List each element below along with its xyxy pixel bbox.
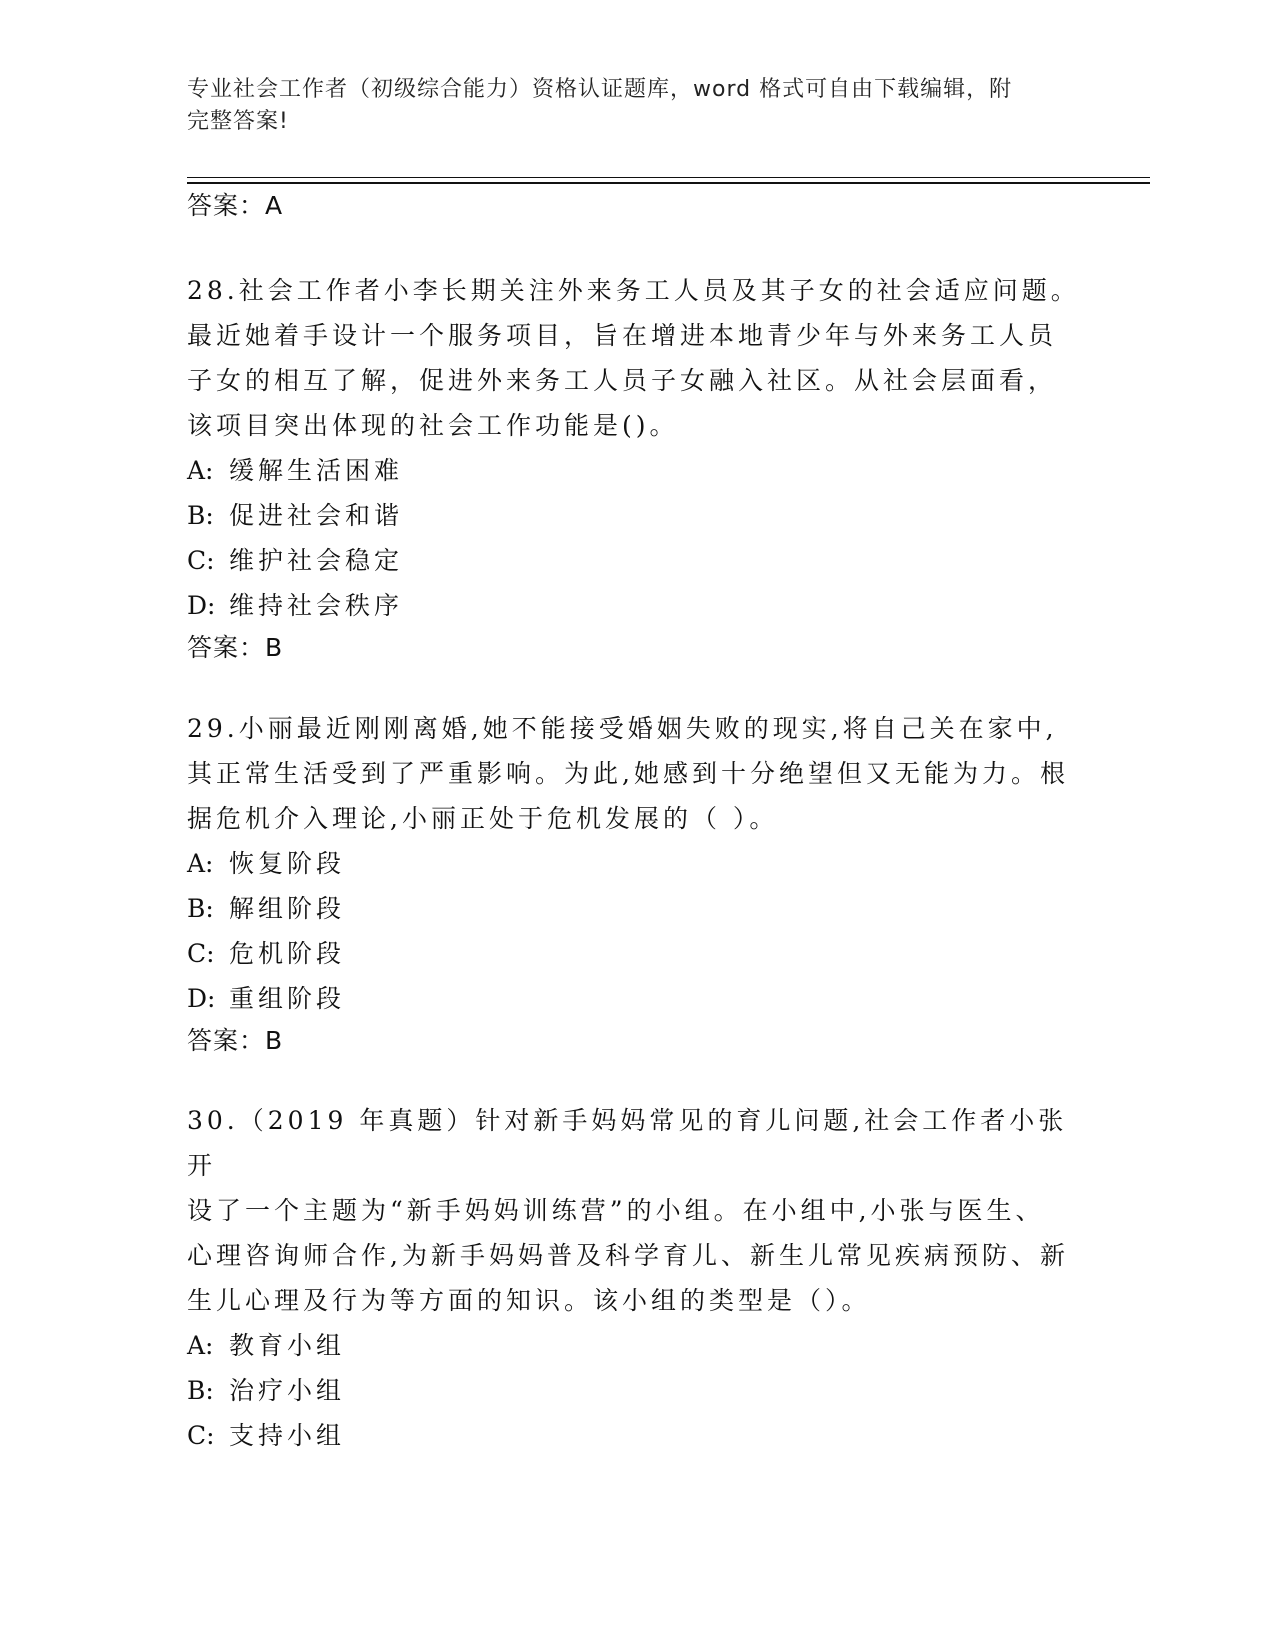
option-a xyxy=(187,841,1087,886)
option-letter: C: xyxy=(187,939,215,968)
stem-line: 最近她着手设计一个服务项目，旨在增进本地青少年与外来务工人员 xyxy=(187,321,1058,350)
option-a xyxy=(187,448,1087,493)
question-29 xyxy=(187,706,1087,1061)
option-text: 维护社会稳定 xyxy=(229,546,404,575)
stem-line: 子女的相互了解，促进外来务工人员子女融入社区。从社会层面看， xyxy=(187,366,1058,395)
option-text: 治疗小组 xyxy=(229,1376,346,1405)
stem-line: 生儿心理及行为等方面的知识。该小组的类型是（）。 xyxy=(187,1286,871,1315)
answer-label: 答案：B xyxy=(187,633,284,662)
stem-line: 其正常生活受到了严重影响。为此,她感到十分绝望但又无能为力。根 xyxy=(187,759,1069,788)
option-c xyxy=(187,931,1087,976)
answer-label: 答案：B xyxy=(187,1026,284,1055)
option-b xyxy=(187,493,1087,538)
option-letter: B: xyxy=(187,894,214,923)
option-letter: A: xyxy=(187,1331,214,1360)
option-letter: C: xyxy=(187,546,215,575)
option-b xyxy=(187,1368,1087,1413)
option-text: 解组阶段 xyxy=(229,894,346,923)
previous-answer-block xyxy=(187,186,1087,226)
option-b xyxy=(187,886,1087,931)
option-text: 重组阶段 xyxy=(229,984,346,1013)
header-line-1: 专业社会工作者（初级综合能力）资格认证题库，word 格式可自由下载编辑，附 xyxy=(187,77,1013,102)
question-stem xyxy=(187,706,1087,841)
header-rule-thin xyxy=(187,177,1150,178)
stem-line: 心理咨询师合作,为新手妈妈普及科学育儿、新生儿常见疾病预防、新 xyxy=(187,1241,1069,1270)
option-text: 支持小组 xyxy=(229,1421,346,1450)
option-text: 缓解生活困难 xyxy=(229,456,404,485)
stem-line: 设了一个主题为“新手妈妈训练营”的小组。在小组中,小张与医生、 xyxy=(187,1196,1045,1225)
question-30 xyxy=(187,1098,1087,1458)
option-d xyxy=(187,583,1087,628)
option-letter: B: xyxy=(187,501,214,530)
option-letter: B: xyxy=(187,1376,214,1405)
header-rule-thick xyxy=(187,182,1150,184)
stem-line: 该项目突出体现的社会工作功能是()。 xyxy=(187,411,679,440)
option-letter: D: xyxy=(187,984,216,1013)
header-line-2: 完整答案! xyxy=(187,109,289,134)
stem-line: 28.社会工作者小李长期关注外来务工人员及其子女的社会适应问题。 xyxy=(187,276,1080,305)
option-letter: D: xyxy=(187,591,216,620)
option-a xyxy=(187,1323,1087,1368)
answer-label: 答案：A xyxy=(187,191,284,220)
option-text: 促进社会和谐 xyxy=(229,501,404,530)
option-letter: C: xyxy=(187,1421,215,1450)
stem-line: 据危机介入理论,小丽正处于危机发展的（ ）。 xyxy=(187,804,779,833)
stem-line: 29.小丽最近刚刚离婚,她不能接受婚姻失败的现实,将自己关在家中, xyxy=(187,714,1058,743)
option-c xyxy=(187,1413,1087,1458)
option-text: 恢复阶段 xyxy=(229,849,346,878)
option-text: 危机阶段 xyxy=(229,939,346,968)
option-text: 教育小组 xyxy=(229,1331,346,1360)
question-stem xyxy=(187,268,1087,448)
question-28 xyxy=(187,268,1087,668)
option-c xyxy=(187,538,1087,583)
option-letter: A: xyxy=(187,456,214,485)
question-stem xyxy=(187,1098,1087,1323)
page-header xyxy=(187,74,1087,138)
option-text: 维持社会秩序 xyxy=(229,591,404,620)
option-letter: A: xyxy=(187,849,214,878)
stem-line: 30.（2019 年真题）针对新手妈妈常见的育儿问题,社会工作者小张开 xyxy=(187,1106,1068,1180)
option-d xyxy=(187,976,1087,1021)
